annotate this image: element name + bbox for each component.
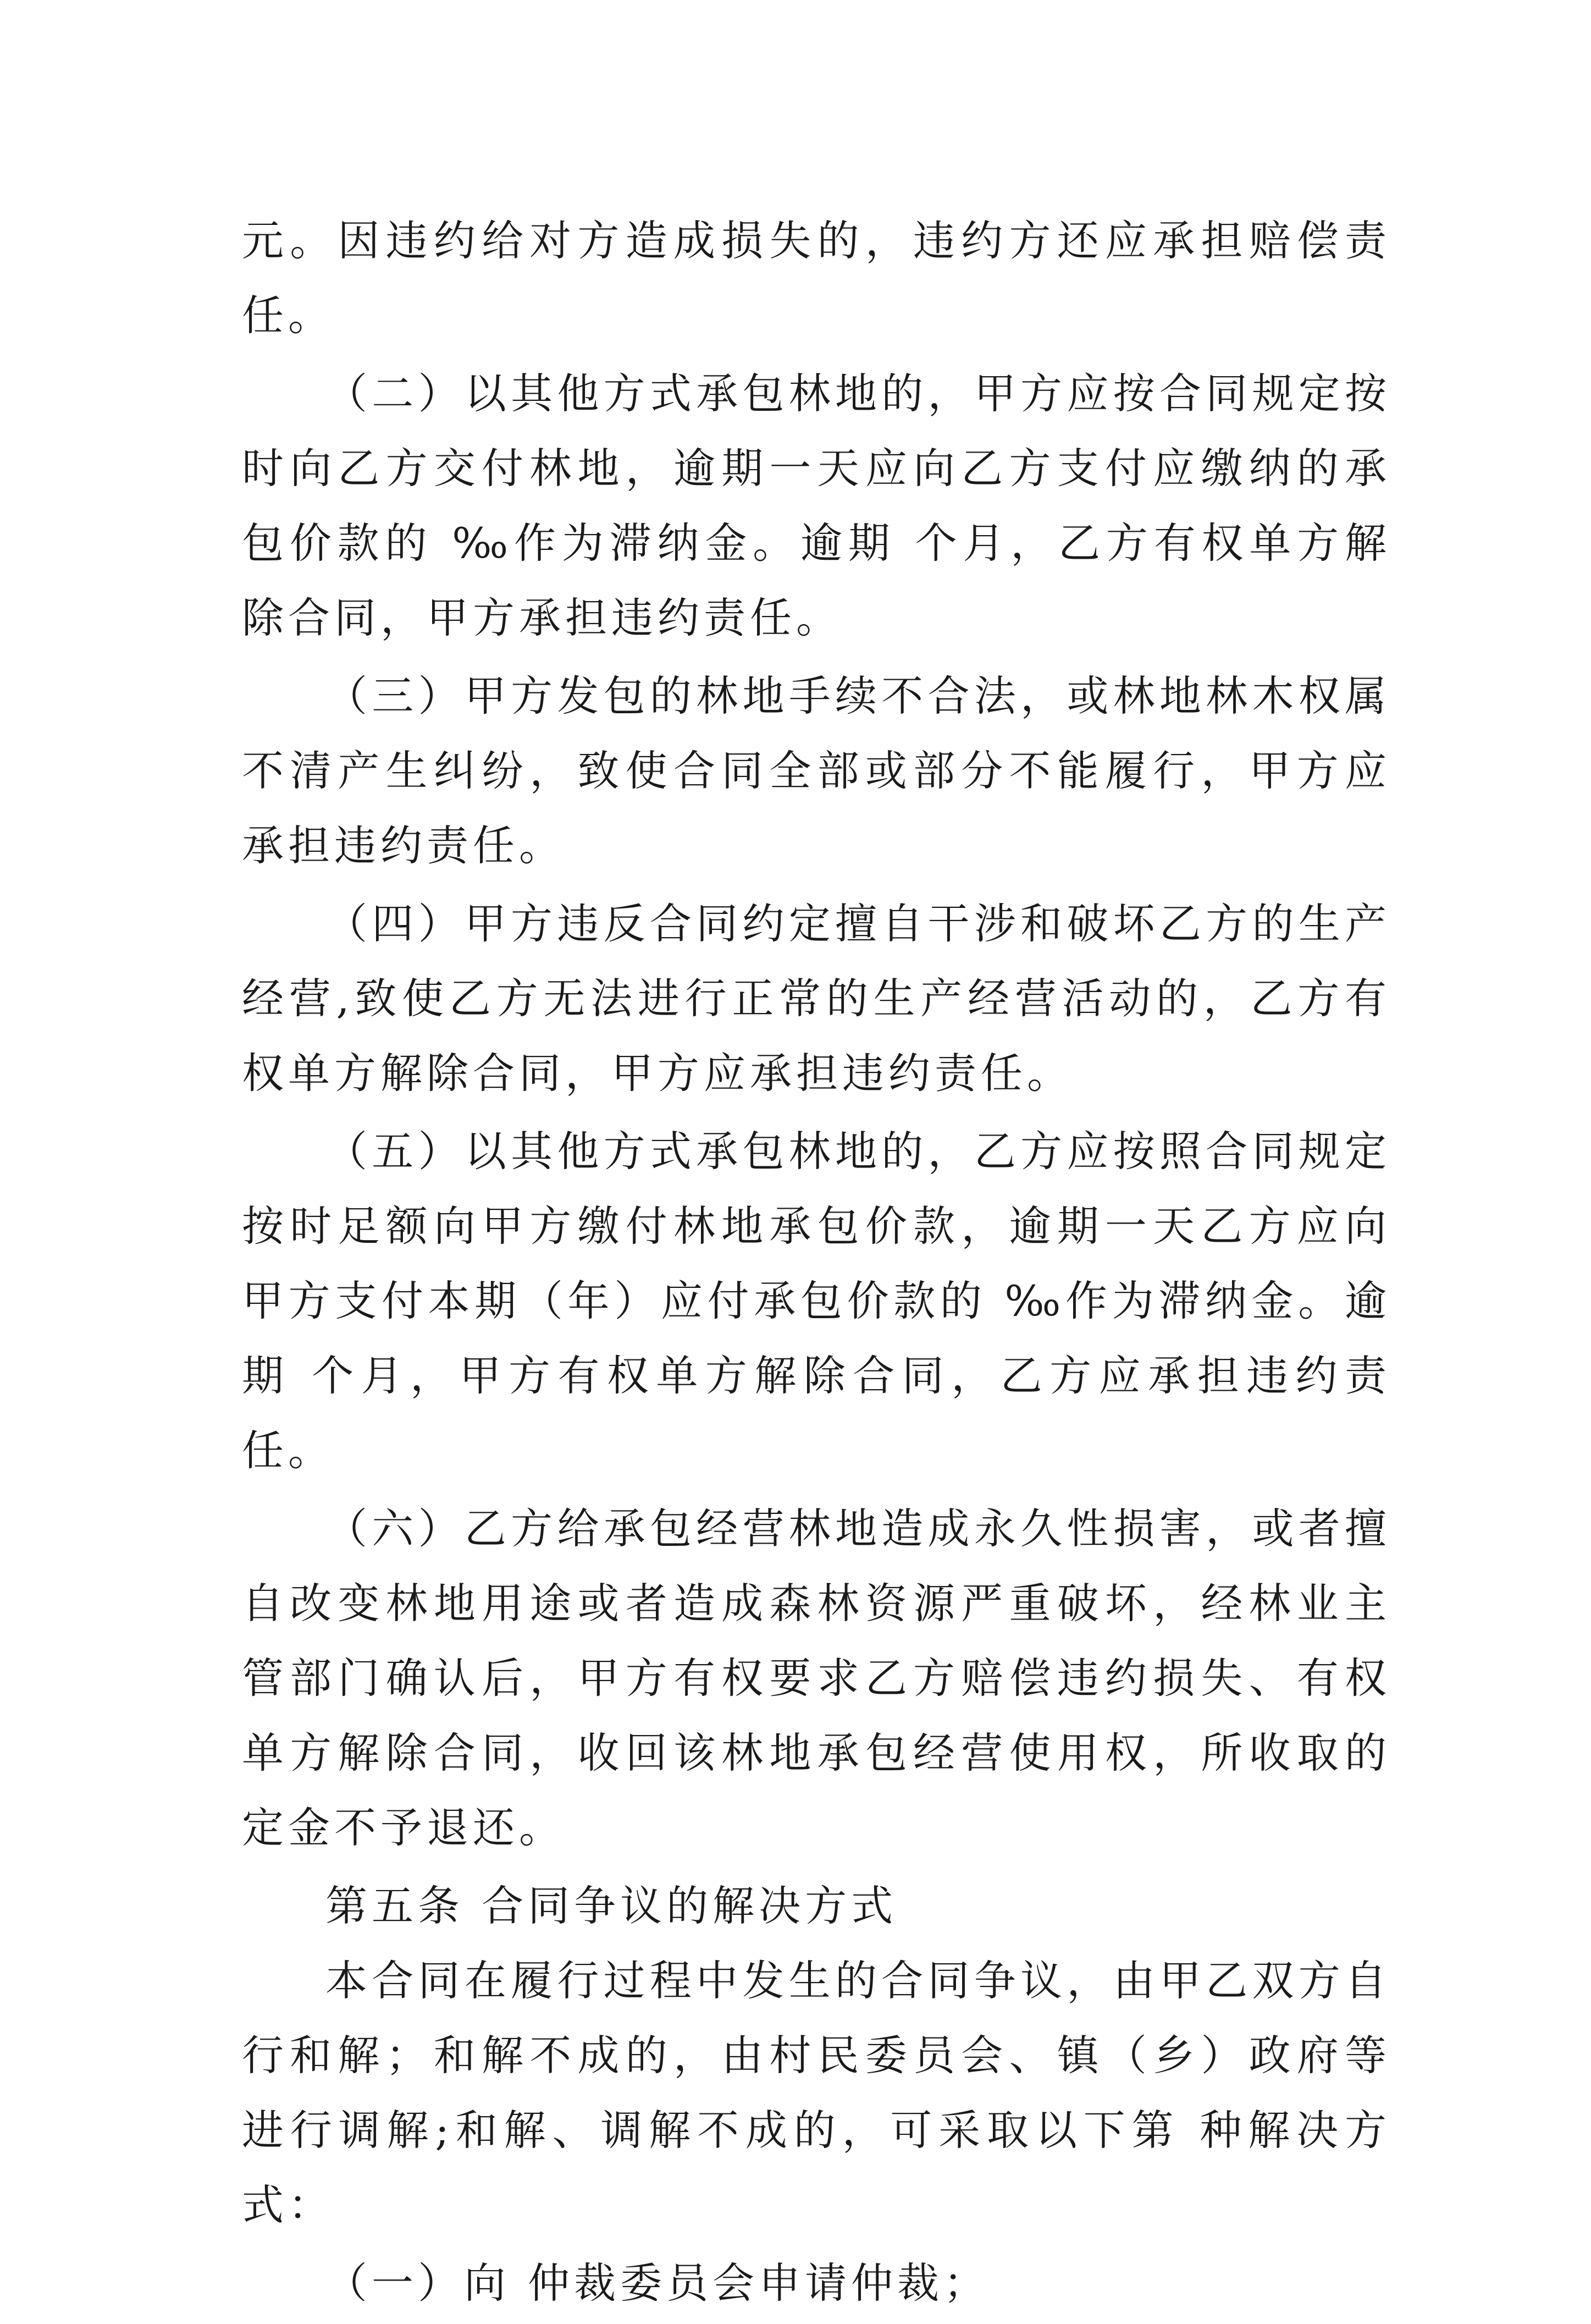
paragraph-clause-6: （六）乙方给承包经营林地造成永久性损害，或者擅自改变林地用途或者造成森林资源严重破坏，经林业主管部门确认后，甲方有权要求乙方赔偿违约损失、有权单方解除合同，收回该林地承包经营使用权，所收取的定金不予退还。 [242, 1504, 1391, 1852]
paragraph-clause-4: （四）甲方违反合同约定擅自干涉和破坏乙方的生产经营,致使乙方无法进行正常的生产经营活动的，乙方有权单方解除合同，甲方应承担违约责任。 [242, 899, 1391, 1098]
article-5-option-1: （一）向 仲裁委员会申请仲裁； [325, 2259, 990, 2308]
paragraph-clause-5: （五）以其他方式承包林地的，乙方应按照合同规定按时足额向甲方缴付林地承包价款，逾期一天乙方应向甲方支付本期（年）应付承包价款的 ‰作为滞纳金。逾期 个月，甲方有权单方解除合同，乙方应承担违约责任。 [242, 1127, 1391, 1475]
article-5-heading: 第五条 合同争议的解决方式 [325, 1881, 898, 1930]
paragraph-clause-2: （二）以其他方式承包林地的，甲方应按合同规定按时向乙方交付林地，逾期一天应向乙方支付应缴纳的承包价款的 ‰作为滞纳金。逾期 个月，乙方有权单方解除合同，甲方承担违约责任。 [242, 369, 1391, 642]
paragraph-clause-3: （三）甲方发包的林地手续不合法，或林地林木权属不清产生纠纷，致使合同全部或部分不能履行，甲方应承担违约责任。 [242, 671, 1391, 870]
article-5-body: 本合同在履行过程中发生的合同争议，由甲乙双方自行和解；和解不成的，由村民委员会、镇（乡）政府等进行调解;和解、调解不成的，可采取以下第 种解决方式： [242, 1956, 1391, 2229]
paragraph-continuation: 元。因违约给对方造成损失的，违约方还应承担赔偿责任。 [242, 216, 1391, 340]
document-body [242, 203, 1391, 2324]
